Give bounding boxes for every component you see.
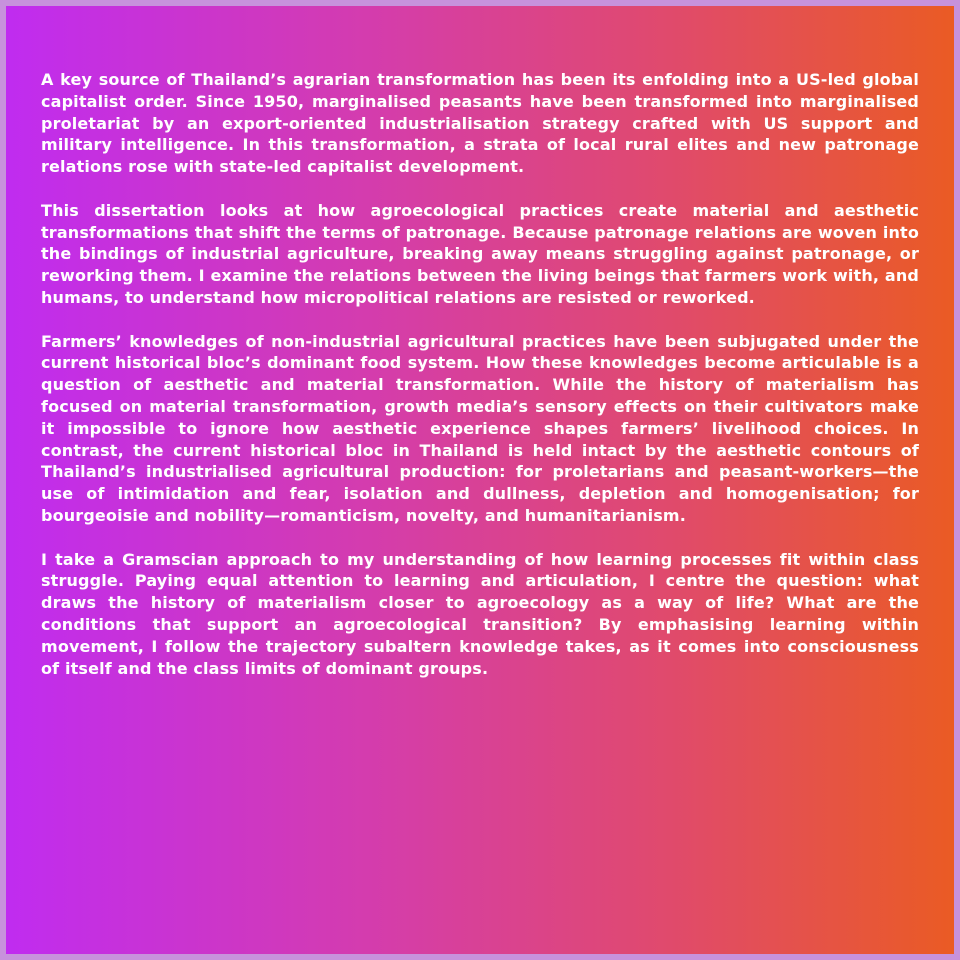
paragraph-1: A key source of Thailand’s agrarian transformation has been its enfolding into a US-led global capitalist order. Since 1950, marginalised peasants have been transformed into marginalised proletariat by an export-oriented industrialisation strategy crafted with US support and military intelligence. In this transformation, a strata of local rural elites and new patronage relations rose with state-led capitalist development. <box>41 70 919 177</box>
abstract-text <box>41 69 919 679</box>
paragraph-4: I take a Gramscian approach to my understanding of how learning processes fit within class struggle. Paying equal attention to learning and articulation, I centre the question: what draws the history of materialism closer to agroecology as a way of life? What are the conditions that support an agroecological transition? By emphasising learning within movement, I follow the trajectory subaltern knowledge takes, as it comes into consciousness of itself and the class limits of dominant groups. <box>41 549 919 678</box>
paragraph-3: Farmers’ knowledges of non-industrial agricultural practices have been subjugated under the current historical bloc’s dominant food system. How these knowledges become articulable is a question of aesthetic and material transformation. While the history of materialism has focused on material transformation, growth media’s sensory effects on their cultivators make it impossible to ignore how aesthetic experience shapes farmers’ livelihood choices. In contrast, the current historical bloc in Thailand is held intact by the aesthetic contours of Thailand’s industrialised agricultural production: for proletarians and peasant-workers—the use of intimidation and fear, isolation and dullness, depletion and homogenisation; for bourgeoisie and nobility—romanticism, novelty, and humanitarianism. <box>41 331 919 525</box>
gradient-panel <box>6 6 954 954</box>
paragraph-2: This dissertation looks at how agroecological practices create material and aesthetic transformations that shift the terms of patronage. Because patronage relations are woven into the bindings of industrial agriculture, breaking away means struggling against patronage, or reworking them. I examine the relations between the living beings that farmers work with, and humans, to understand how micropolitical relations are resisted or reworked. <box>41 200 919 307</box>
